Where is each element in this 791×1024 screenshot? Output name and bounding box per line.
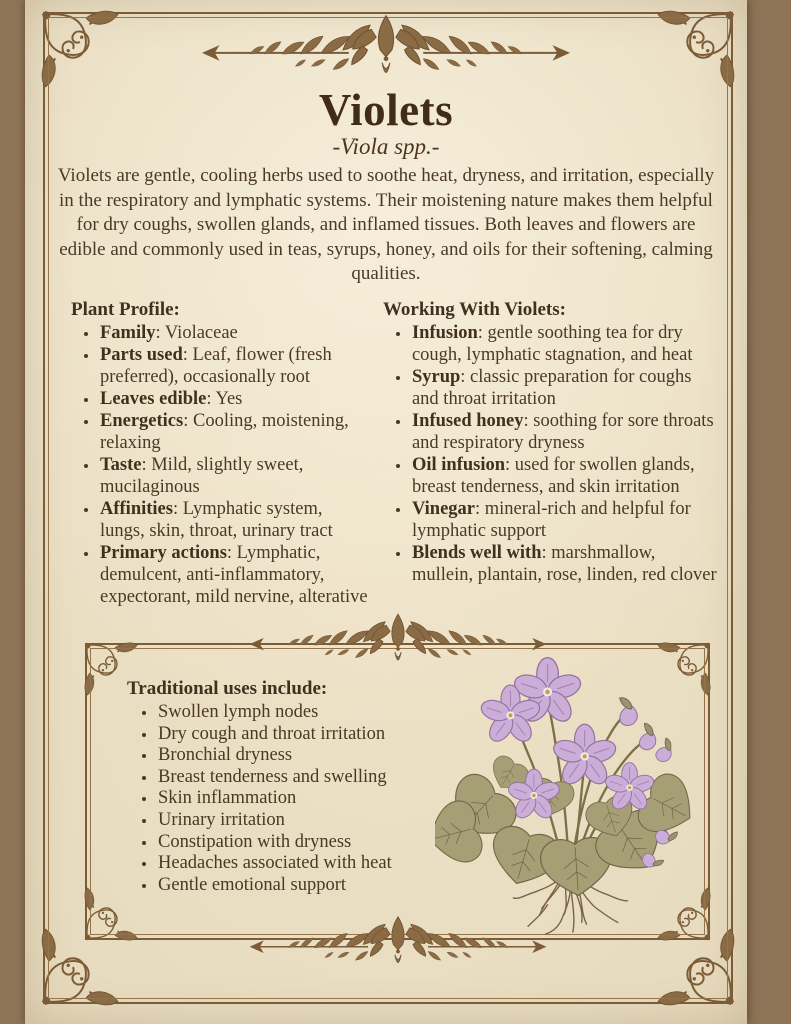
working-with-heading: Working With Violets:: [382, 298, 566, 320]
item-label: Vinegar: [411, 498, 475, 519]
traditional-uses-heading: Traditional uses include:: [127, 678, 328, 699]
item-text: : used for swollen glands, breast tenderness, and skin irritation: [411, 454, 695, 497]
item-label: Parts used: [100, 344, 183, 365]
plant-profile-list: [71, 322, 369, 608]
list-item: [99, 410, 369, 454]
item-label: Infusion: [411, 322, 478, 343]
intro-paragraph: Violets are gentle, cooling herbs used to soothe heat, dryness, and irritation, especially in the respiratory and lymphatic systems. Their moistening nature makes them helpful for dry coughs, swollen glands, and inflamed tissues. Both leaves and flowers are edible and commonly used in teas, syrups, honey, and oils for their softening, calming qualities.: [57, 165, 715, 284]
list-item: [99, 454, 369, 498]
list-item: [411, 498, 719, 542]
item-text: : gentle soothing tea for dry cough, lymphatic stagnation, and heat: [411, 322, 693, 365]
list-item: • Headaches associated with heat: [157, 853, 457, 875]
list-item: [99, 498, 369, 542]
item-label: Infused honey: [411, 410, 524, 431]
leaf-flourish-ornament-icon: [248, 610, 548, 670]
list-item: [411, 322, 719, 366]
item-label: Affinities: [100, 498, 173, 519]
item-label: Family: [100, 322, 156, 343]
list-item: [99, 322, 369, 344]
item-text: : Cooling, moistening, relaxing: [100, 410, 349, 453]
item-label: Oil infusion: [411, 454, 506, 475]
plant-profile-column: [71, 298, 369, 608]
violet-botanical-illustration: [435, 649, 705, 937]
list-item: [99, 388, 369, 410]
list-item: [411, 410, 719, 454]
list-item: [411, 542, 719, 586]
item-label: Energetics: [100, 410, 184, 431]
list-item: • Dry cough and throat irritation: [157, 724, 457, 746]
corner-flourish-icon: [82, 640, 140, 698]
item-text: : soothing for sore throats and respiratory dryness: [411, 410, 714, 453]
item-text: : Lymphatic, demulcent, anti-inflammatory, expectorant, mild nervine, alterative: [100, 542, 368, 607]
two-column-section: [71, 298, 719, 608]
parchment-paper: [25, 0, 747, 1024]
list-item: • Gentle emotional support: [157, 875, 457, 897]
item-text: : classic preparation for coughs and throat irritation: [411, 366, 692, 409]
item-label: Syrup: [411, 366, 461, 387]
list-item: [99, 542, 369, 608]
working-with-column: [383, 298, 719, 608]
item-label: Blends well with: [411, 542, 542, 563]
leaf-flourish-ornament-icon: [248, 913, 548, 973]
list-item: • Urinary irritation: [157, 810, 457, 832]
traditional-uses-section: [127, 677, 457, 896]
list-item: • Breast tenderness and swelling: [157, 767, 457, 789]
item-text: : Violaceae: [155, 322, 238, 343]
item-text: : Yes: [206, 388, 243, 409]
list-item: • Constipation with dryness: [157, 832, 457, 854]
item-text: : Mild, slightly sweet, mucilaginous: [100, 454, 304, 497]
page-title: Violets: [318, 85, 454, 135]
latin-name-subtitle: -Viola spp.-: [332, 134, 440, 159]
item-text: : Leaf, flower (fresh preferred), occasionally root: [100, 344, 332, 387]
item-label: Primary actions: [100, 542, 227, 563]
list-item: [411, 366, 719, 410]
list-item: • Swollen lymph nodes: [157, 702, 457, 724]
item-text: : marshmallow, mullein, plantain, rose, linden, red clover: [411, 542, 717, 585]
item-label: Leaves edible: [100, 388, 207, 409]
item-label: Taste: [100, 454, 142, 475]
plant-profile-heading: Plant Profile:: [71, 298, 180, 320]
item-text: : Lymphatic system, lungs, skin, throat, urinary tract: [100, 498, 333, 541]
list-item: [99, 344, 369, 388]
item-text: : mineral-rich and helpful for lymphatic support: [411, 498, 691, 541]
leaf-flourish-ornament-icon: [200, 8, 572, 88]
traditional-uses-list: [127, 702, 457, 896]
list-item: • Bronchial dryness: [157, 745, 457, 767]
corner-flourish-icon: [82, 885, 140, 943]
traditional-uses-panel: [85, 643, 710, 940]
list-item: [411, 454, 719, 498]
working-with-list: [383, 322, 719, 586]
list-item: • Skin inflammation: [157, 788, 457, 810]
